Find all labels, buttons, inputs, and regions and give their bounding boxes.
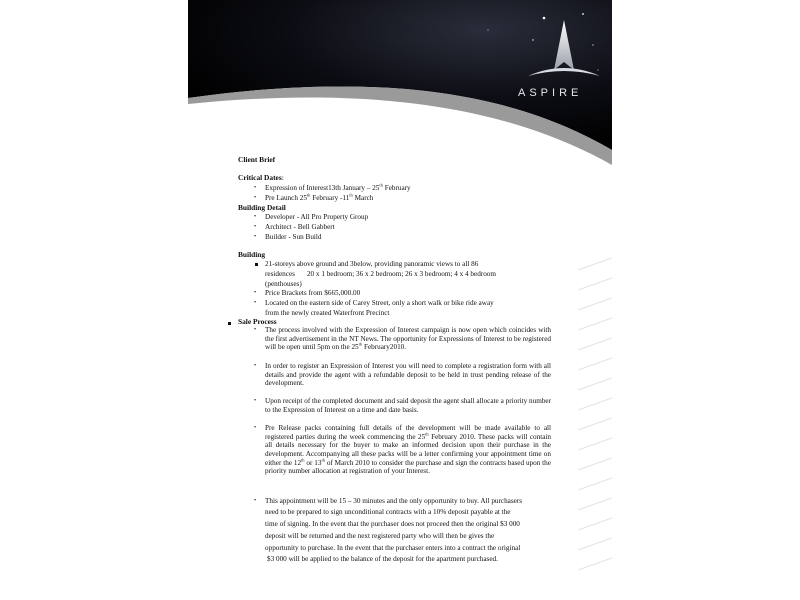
sale-process-heading: Sale Process	[238, 317, 277, 326]
bullet-icon: •	[254, 290, 257, 296]
building-detail-item: Architect - Bell Gabbert	[265, 223, 335, 231]
sale-process-line: deposit will be returned and the next registered party who will then be gives the	[265, 532, 495, 540]
building-item-line: (penthouses)	[265, 280, 302, 288]
bullet-icon: •	[254, 498, 257, 504]
bullet-icon: •	[254, 224, 257, 230]
bullet-icon: •	[254, 195, 257, 201]
sale-process-line: $3 000 will be applied to the balance of the deposit for the apartment purchased.	[267, 555, 498, 563]
sale-process-line: opportunity to purchase. In the event that the purchaser enters into a contract the original	[265, 544, 521, 552]
sale-process-line: This appointment will be 15 – 30 minutes and the only opportunity to buy. All purchasers	[265, 497, 523, 505]
bullet-icon: •	[254, 398, 257, 404]
bullet-icon: •	[254, 234, 257, 240]
building-item-line: from the newly created Waterfront Precinct	[265, 309, 390, 317]
critical-dates-heading: Critical Dates:	[238, 173, 284, 182]
building-item-line: 21-storeys above ground and 3below, providing panoramic views to all 86	[265, 260, 479, 268]
document-title: Client Brief	[238, 155, 276, 164]
building-item-line: residences 20 x 1 bedroom; 36 x 2 bedroom; 26 x 3 bedroom; 4 x 4 bedroom	[265, 270, 496, 278]
decorative-stripes	[578, 250, 612, 590]
sale-process-paragraph: In order to register an Expression of Interest you will need to complete a registration form with all details and provide the agent with a refundable deposit to be held in trust pending release of the development.	[265, 362, 551, 388]
bullet-icon: •	[254, 425, 257, 431]
square-bullet-icon	[255, 263, 258, 266]
bullet-icon: •	[254, 327, 257, 333]
bullet-icon: •	[254, 363, 257, 369]
bullet-icon: •	[254, 300, 257, 306]
sale-process-paragraph: The process involved with the Expression of Interest campaign is now open which coincides with the first advertisement in the NT News. The opportunity for Expressions of Interest to be registered will be open until 5pm on the 25th February2010.	[265, 326, 551, 352]
square-bullet-icon	[228, 322, 231, 325]
critical-date-item: Expression of Interest13th January – 25th February	[265, 182, 411, 192]
building-detail-item: Builder - Sun Build	[265, 233, 322, 241]
sale-process-paragraph: Upon receipt of the completed document and said deposit the agent shall allocate a priority number to the Expression of Interest on a time and date basis.	[265, 397, 551, 414]
building-item-line: Located on the eastern side of Carey Street, only a short walk or bike ride away	[265, 299, 494, 307]
building-item: Price Brackets from $665,000.00	[265, 289, 361, 297]
building-heading: Building	[238, 250, 266, 259]
bullet-icon: •	[254, 185, 257, 191]
building-detail-heading: Building Detail	[238, 203, 286, 212]
sale-process-line: time of signing. In the event that the purchaser does not proceed then the original $3 000	[265, 520, 520, 528]
building-detail-item: Developer - All Pro Property Group	[265, 213, 369, 221]
logo-text: ASPIRE	[518, 87, 583, 99]
sale-process-paragraph: Pre Release packs containing full details of the development will be made available to all registered parties during the week commencing the 25th February 2010. These packs will contain all details necessary for the buyer to make an informed decision upon their purchase in the development. Accompanying all these packs will be a letter confirming your appointment time on either the 12th or 13th of March 2010 to consider the purchase and sign the contracts based upon the priority number allocation at registration of your Interest.	[265, 424, 551, 476]
header-banner	[188, 0, 612, 170]
bullet-icon: •	[254, 214, 257, 220]
critical-date-item: Pre Launch 25th February -11th March	[265, 192, 374, 202]
sale-process-line: need to be prepared to sign unconditional contracts with a 10% deposit payable at the	[265, 508, 511, 516]
document-page	[188, 0, 612, 600]
